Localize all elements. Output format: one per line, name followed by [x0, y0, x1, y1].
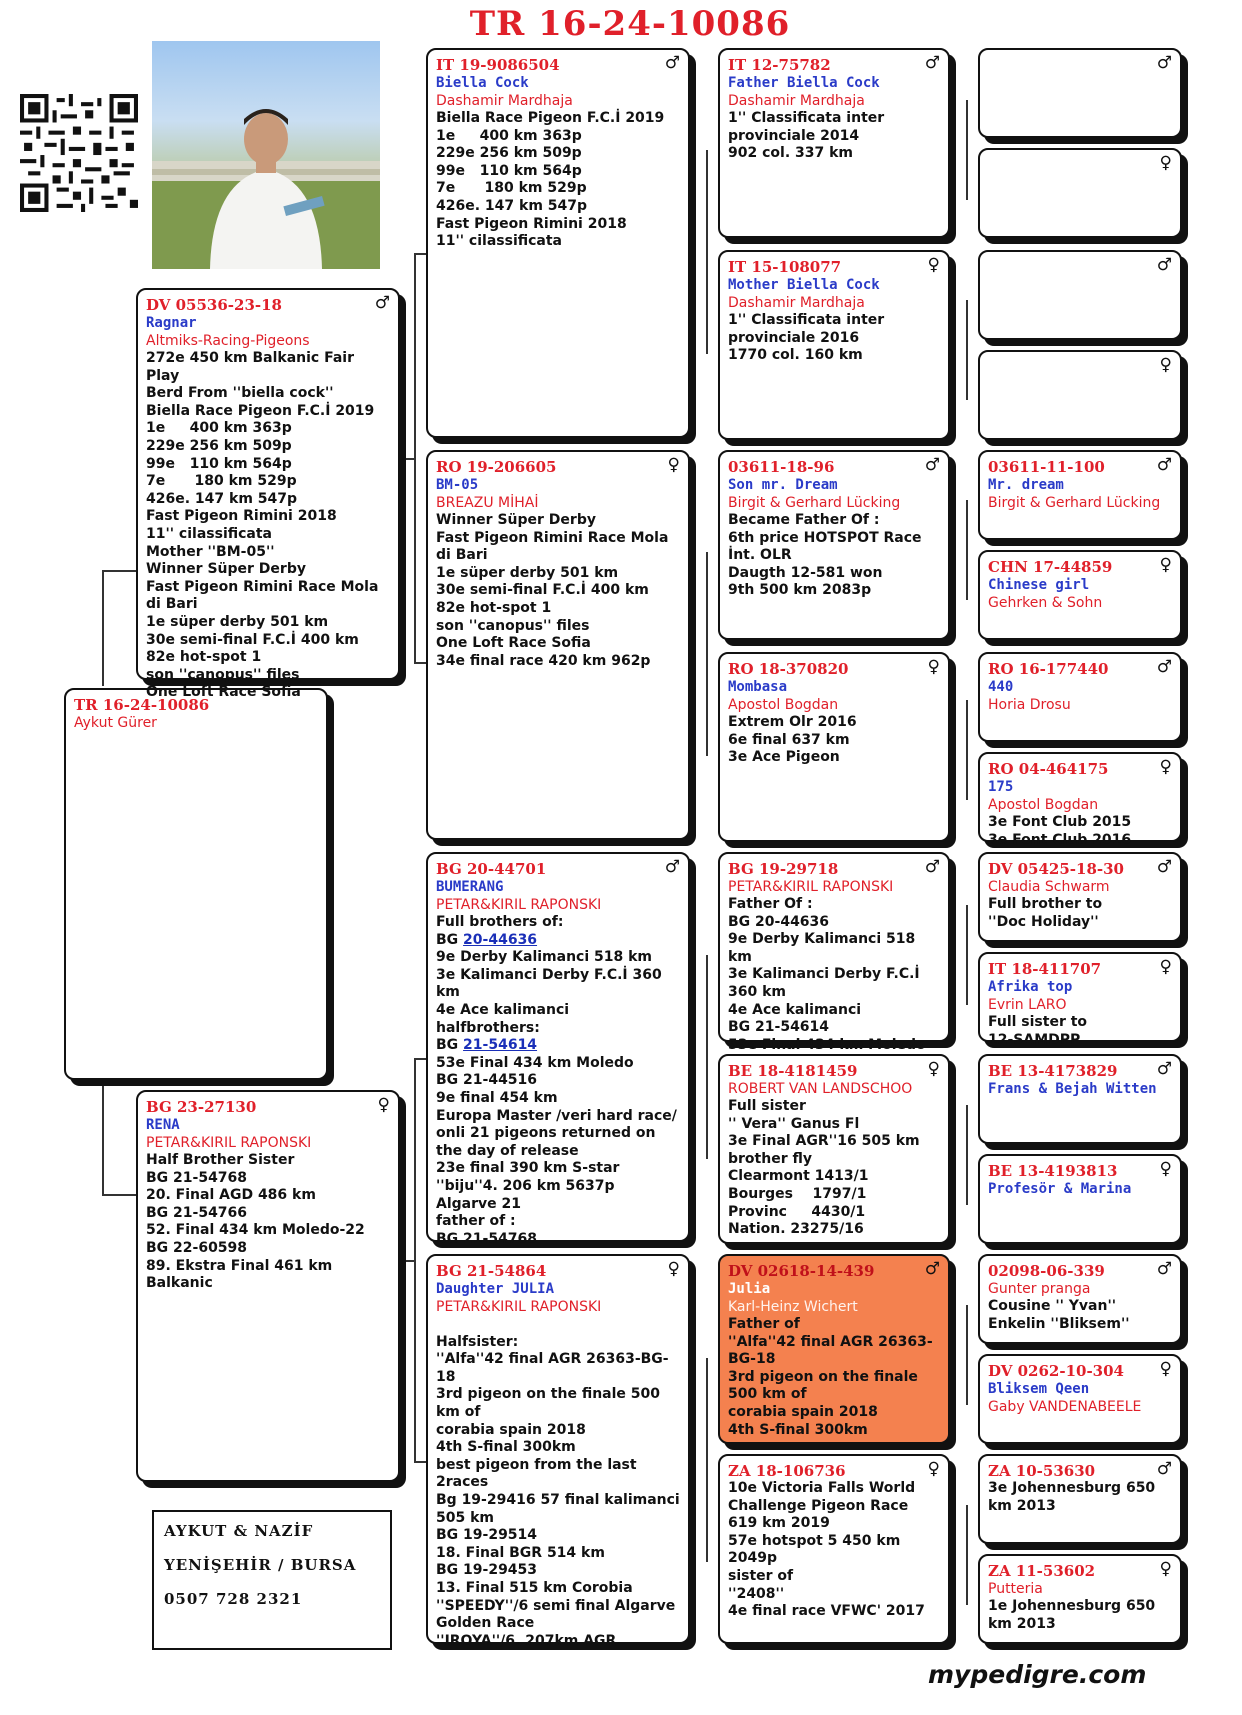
connector-line — [966, 1505, 968, 1605]
pigeon-name: Chinese girl — [988, 577, 1090, 593]
g4-card-12[interactable] — [978, 1154, 1182, 1244]
sss-card[interactable] — [718, 48, 950, 238]
female-icon: ♀ — [1159, 355, 1172, 375]
pigeon-name: Julia — [728, 1281, 771, 1297]
breeder-name: ROBERT VAN LANDSCHOO — [728, 1081, 913, 1097]
pigeon-name: Father Biella Cock — [728, 75, 880, 91]
pigeon-info: Halfsister: ''Alfa''42 final AGR 26363-BG-18 3rd pigeon on the finale 500 km of corabia spain 2018 4th S-final 300km best pigeon from the last 2races Bg 19-29416 57 final kalimanci 505 km BG 19-29514 18. Final BGR 514 km BG 19-29453 13. Final 515 km Corobia ''SPEEDY''/6 semi final Algarve Golden Race ''IROYA''/6. 207km AGR — [436, 1333, 680, 1649]
breeder-name: Claudia Schwarm — [988, 879, 1110, 895]
connector-line — [706, 955, 708, 1159]
dam-card[interactable] — [136, 1090, 400, 1482]
sire-dam-card[interactable] — [426, 450, 690, 840]
sdd-card[interactable] — [718, 652, 950, 842]
ring-number: IT 15-108077 — [728, 258, 842, 276]
pigeon-info: 10e Victoria Falls World Challenge Pigeon Race 619 km 2019 57e hotspot 5 450 km 2049p sister of ''2408'' 4e final race VFWC' 2017 — [728, 1480, 925, 1620]
female-icon: ♀ — [927, 657, 940, 677]
pigeon-info: Father Of : BG 20-44636 9e Derby Kalimanci 518 km 3e Kalimanci Derby F.C.İ 360 km 4e Ace kalimanci BG 21-54614 53e Final 434 km Moledo — [728, 896, 926, 1053]
pigeon-info: 1'' Classificata inter provinciale 2014 902 col. 337 km — [728, 110, 885, 162]
pigeon-name: Profesör & Marina — [988, 1181, 1132, 1197]
ring-number: ZA 11-53602 — [988, 1562, 1096, 1580]
connector-line — [966, 100, 968, 200]
pigeon-info: Became Father Of : 6th price HOTSPOT Race İnt. OLR Daugth 12-581 won 9th 500 km 2083p — [728, 512, 922, 599]
pigeon-name: Frans & Bejah Witten — [988, 1081, 1157, 1097]
pigeon-name: Mombasa — [728, 679, 788, 695]
g4-card-1[interactable] — [978, 48, 1182, 138]
connector-line — [102, 1194, 136, 1196]
breeder-name: Evrin LARO — [988, 997, 1067, 1013]
qr-code — [20, 94, 138, 212]
pigeon-name: Ragnar — [146, 315, 197, 331]
g4-card-13[interactable] — [978, 1254, 1182, 1344]
pigeon-name: Afrika top — [988, 979, 1073, 995]
female-icon: ♀ — [377, 1095, 390, 1115]
ring-number: IT 18-411707 — [988, 960, 1102, 978]
male-icon: ♂ — [924, 1259, 940, 1279]
breeder-name: Dashamir Mardhaja — [728, 295, 865, 311]
pigeon-info: 1e Johennesburg 650 km 2013 — [988, 1598, 1161, 1632]
ssd-card[interactable] — [718, 250, 950, 440]
sire-card[interactable] — [136, 288, 400, 701]
breeder-name: Birgit & Gerhard Lücking — [728, 495, 901, 511]
breeder-name: PETAR&KIRIL RAPONSKI — [728, 879, 894, 895]
g4-card-9[interactable] — [978, 852, 1182, 942]
male-icon: ♂ — [1156, 53, 1172, 73]
pigeon-info: Winner Süper Derby Fast Pigeon Rimini Race Mola di Bari 1e süper derby 501 km 30e semi-final F.C.İ 400 km 82e hot-spot 1 son ''canopus'' files One Loft Race Sofia 34e final race 420 km 962p — [436, 512, 669, 669]
subject-card[interactable] — [64, 688, 328, 1080]
pigeon-info: Cousine '' Yvan'' Enkelin ''Bliksem'' — [988, 1298, 1130, 1332]
site-brand[interactable]: mypedigre.com — [928, 1660, 1147, 1689]
connector-line — [102, 570, 104, 686]
female-icon: ♀ — [1159, 1559, 1172, 1579]
ring-number: BG 23-27130 — [146, 1098, 257, 1116]
female-icon: ♀ — [667, 1259, 680, 1279]
pigeon-info: 1'' Classificata inter provinciale 2016 1770 col. 160 km — [728, 312, 885, 364]
connector-line — [706, 150, 708, 354]
breeder-name: Birgit & Gerhard Lücking — [988, 495, 1161, 511]
g4-card-4[interactable] — [978, 350, 1182, 440]
pedigree-link[interactable]: 20-44636 — [463, 931, 538, 948]
breeder-name: Aykut Gürer — [74, 715, 157, 731]
breeder-name: Altmiks-Racing-Pigeons — [146, 333, 310, 349]
g4-card-7[interactable] — [978, 652, 1182, 742]
pigeon-name: BUMERANG — [436, 879, 504, 895]
female-icon: ♀ — [667, 455, 680, 475]
pigeon-info: 272e 450 km Balkanic Fair Play Berd From ''biella cock'' Biella Race Pigeon F.C.İ 2019 1e 400 km 363p 229e 256 km 509p 99e 110 km 564p 7e 180 km 529p 426e. 147 km 547p Fast Pigeon Rimini 2018 11'' cilassificata Mother ''BM-05'' Winner Süper Derby Fast Pigeon Rimini Race Mola di Bari 1e süper derby 501 km 30e semi-final F.C.İ 400 km 82e hot-spot 1 son ''canopus'' files One Loft Race Sofia — [146, 350, 379, 701]
connector-line — [102, 570, 136, 572]
connector-line — [414, 1461, 426, 1463]
pigeon-name: 440 — [988, 679, 1014, 695]
sire-sire-card[interactable] — [426, 48, 690, 438]
ring-number: DV 05425-18-30 — [988, 860, 1124, 878]
g4-card-6[interactable] — [978, 550, 1182, 640]
ring-number: RO 16-177440 — [988, 660, 1109, 678]
male-icon: ♂ — [374, 293, 390, 313]
ring-number: BE 18-4181459 — [728, 1062, 858, 1080]
ring-number: BE 13-4193813 — [988, 1162, 1118, 1180]
g4-card-8[interactable] — [978, 752, 1182, 848]
pigeon-info: Full brother to ''Doc Holiday'' — [988, 896, 1103, 930]
pigeon-name: Son mr. Dream — [728, 477, 838, 493]
connector-line — [966, 300, 968, 400]
male-icon: ♂ — [924, 455, 940, 475]
sds-card[interactable] — [718, 450, 950, 640]
breeder-name: Apostol Bogdan — [988, 797, 1099, 813]
pigeon-name: Mother Biella Cock — [728, 277, 880, 293]
pigeon-name: Mr. dream — [988, 477, 1064, 493]
pigeon-info: 3e Font Club 2015 3e Font Club 2016 — [988, 814, 1132, 848]
female-icon: ♀ — [1159, 1159, 1172, 1179]
connector-line — [966, 1105, 968, 1205]
ring-number: BE 13-4173829 — [988, 1062, 1118, 1080]
dss-card[interactable] — [718, 852, 950, 1053]
female-icon: ♀ — [1159, 957, 1172, 977]
connector-line — [414, 253, 426, 255]
ring-number: RO 04-464175 — [988, 760, 1109, 778]
male-icon: ♂ — [1156, 455, 1172, 475]
breeder-name: PETAR&KIRIL RAPONSKI — [436, 897, 602, 913]
male-icon: ♂ — [664, 857, 680, 877]
ring-number: DV 0262-10-304 — [988, 1362, 1124, 1380]
ddd-card[interactable] — [718, 1454, 950, 1644]
pigeon-name: 175 — [988, 779, 1014, 795]
female-icon: ♀ — [1159, 757, 1172, 777]
ring-number: TR 16-24-10086 — [74, 696, 210, 714]
pigeon-info: Full sister to 12-SAMDPP — [988, 1014, 1088, 1048]
breeder-name: Gaby VANDENABEELE — [988, 1399, 1142, 1415]
dam-dam-card[interactable] — [426, 1254, 690, 1649]
breeder-name: Gunter pranga — [988, 1281, 1091, 1297]
ring-number: IT 12-75782 — [728, 56, 831, 74]
dds-card[interactable] — [718, 1254, 950, 1444]
ring-number: DV 02618-14-439 — [728, 1262, 875, 1280]
ring-number: BG 20-44701 — [436, 860, 547, 878]
pigeon-name: Biella Cock — [436, 75, 529, 91]
g4-card-14[interactable] — [978, 1354, 1182, 1444]
ring-number: RO 19-206605 — [436, 458, 557, 476]
dam-sire-card[interactable] — [426, 852, 690, 1247]
pedigree-link[interactable]: 21-54614 — [463, 1037, 538, 1054]
male-icon: ♂ — [664, 53, 680, 73]
owner-location: YENİŞEHİR / BURSA — [164, 1556, 357, 1574]
breeder-name: Putteria — [988, 1581, 1043, 1597]
owner-phone: 0507 728 2321 — [164, 1590, 303, 1608]
male-icon: ♂ — [1156, 1059, 1172, 1079]
ring-number: 02098-06-339 — [988, 1262, 1105, 1280]
g4-card-2[interactable] — [978, 148, 1182, 238]
connector-line — [966, 700, 968, 800]
pigeon-info: Full brothers of: BG 20-44636 9e Derby Kalimanci 518 km 3e Kalimanci Derby F.C.İ 360 km 4e Ace kalimanci halfbrothers: BG 21-54614 53e Final 434 km Moledo BG 21-44516 9e final 454 km Europa Master /veri hard race/ onli 21 pigeons returned on the day of release 23e final 390 km S-star ''biju''4. 206 km 5637p Algarve 21 father of : BG 21-54768 — [436, 914, 677, 1247]
pigeon-name: Daughter JULIA — [436, 1281, 555, 1297]
ring-number: DV 05536-23-18 — [146, 296, 282, 314]
owner-name: AYKUT & NAZİF — [164, 1522, 314, 1540]
ring-number: BG 19-29718 — [728, 860, 839, 878]
pigeon-info: Extrem Olr 2016 6e final 637 km 3e Ace Pigeon — [728, 714, 857, 766]
ring-number: BG 21-54864 — [436, 1262, 547, 1280]
breeder-name: Gehrken & Sohn — [988, 595, 1103, 611]
ring-number: CHN 17-44859 — [988, 558, 1113, 576]
ring-number: IT 19-9086504 — [436, 56, 560, 74]
male-icon: ♂ — [1156, 857, 1172, 877]
connector-line — [400, 1260, 416, 1262]
connector-line — [706, 1358, 708, 1562]
connector-line — [966, 905, 968, 1005]
g4-card-16[interactable] — [978, 1554, 1182, 1644]
female-icon: ♀ — [1159, 1359, 1172, 1379]
connector-line — [966, 1305, 968, 1405]
breeder-name: BREAZU MİHAİ — [436, 495, 539, 511]
pedigree-title: TR 16-24-10086 — [469, 4, 791, 44]
ring-number: 03611-18-96 — [728, 458, 835, 476]
breeder-name: PETAR&KIRIL RAPONSKI — [146, 1135, 312, 1151]
ring-number: ZA 18-106736 — [728, 1462, 846, 1480]
male-icon: ♂ — [1156, 255, 1172, 275]
male-icon: ♂ — [924, 53, 940, 73]
female-icon: ♀ — [927, 255, 940, 275]
connector-line — [966, 500, 968, 600]
connector-line — [102, 1080, 104, 1196]
owner-photo — [152, 41, 380, 269]
connector-line — [414, 662, 426, 664]
breeder-name: Apostol Bogdan — [728, 697, 839, 713]
ring-number: ZA 10-53630 — [988, 1462, 1096, 1480]
dsd-card[interactable] — [718, 1054, 950, 1244]
owner-box — [152, 1510, 392, 1650]
breeder-name: Dashamir Mardhaja — [728, 93, 865, 109]
pigeon-name: RENA — [146, 1117, 180, 1133]
pigeon-info: Full sister '' Vera'' Ganus Fl 3e Final AGR''16 505 km brother fly Clearmont 1413/1 Bourges 1797/1 Provinc 4430/1 Nation. 23275/16 — [728, 1098, 920, 1238]
ring-number: RO 18-370820 — [728, 660, 849, 678]
male-icon: ♂ — [1156, 1459, 1172, 1479]
g4-card-5[interactable] — [978, 450, 1182, 540]
g4-card-11[interactable] — [978, 1054, 1182, 1144]
female-icon: ♀ — [927, 1459, 940, 1479]
pigeon-info: Half Brother Sister BG 21-54768 20. Final AGD 486 km BG 21-54766 52. Final 434 km Moledo-22 BG 22-60598 89. Ekstra Final 461 km Balkanic — [146, 1152, 365, 1292]
connector-line — [400, 458, 416, 460]
pigeon-info: Father of ''Alfa''42 final AGR 26363-BG-18 3rd pigeon on the finale 500 km of corabia spain 2018 4th S-final 300km — [728, 1316, 933, 1438]
pigeon-info: Biella Race Pigeon F.C.İ 2019 1e 400 km 363p 229e 256 km 509p 99e 110 km 564p 7e 180 km 529p 426e. 147 km 547p Fast Pigeon Rimini 2018 11'' cilassificata — [436, 110, 665, 250]
pigeon-name: BM-05 — [436, 477, 479, 493]
breeder-name: Horia Drosu — [988, 697, 1071, 713]
g4-card-15[interactable] — [978, 1454, 1182, 1544]
ring-number: 03611-11-100 — [988, 458, 1105, 476]
male-icon: ♂ — [1156, 657, 1172, 677]
g4-card-10[interactable] — [978, 952, 1182, 1048]
breeder-name: PETAR&KIRIL RAPONSKI — [436, 1299, 602, 1315]
male-icon: ♂ — [924, 857, 940, 877]
male-icon: ♂ — [1156, 1259, 1172, 1279]
pigeon-info: 3e Johennesburg 650 km 2013 — [988, 1480, 1161, 1514]
connector-line — [414, 1058, 426, 1060]
g4-card-3[interactable] — [978, 250, 1182, 340]
female-icon: ♀ — [1159, 153, 1172, 173]
breeder-name: Dashamir Mardhaja — [436, 93, 573, 109]
connector-line — [706, 552, 708, 756]
female-icon: ♀ — [1159, 555, 1172, 575]
female-icon: ♀ — [927, 1059, 940, 1079]
pigeon-name: Bliksem Qeen — [988, 1381, 1090, 1397]
breeder-name: Karl-Heinz Wichert — [728, 1299, 858, 1315]
